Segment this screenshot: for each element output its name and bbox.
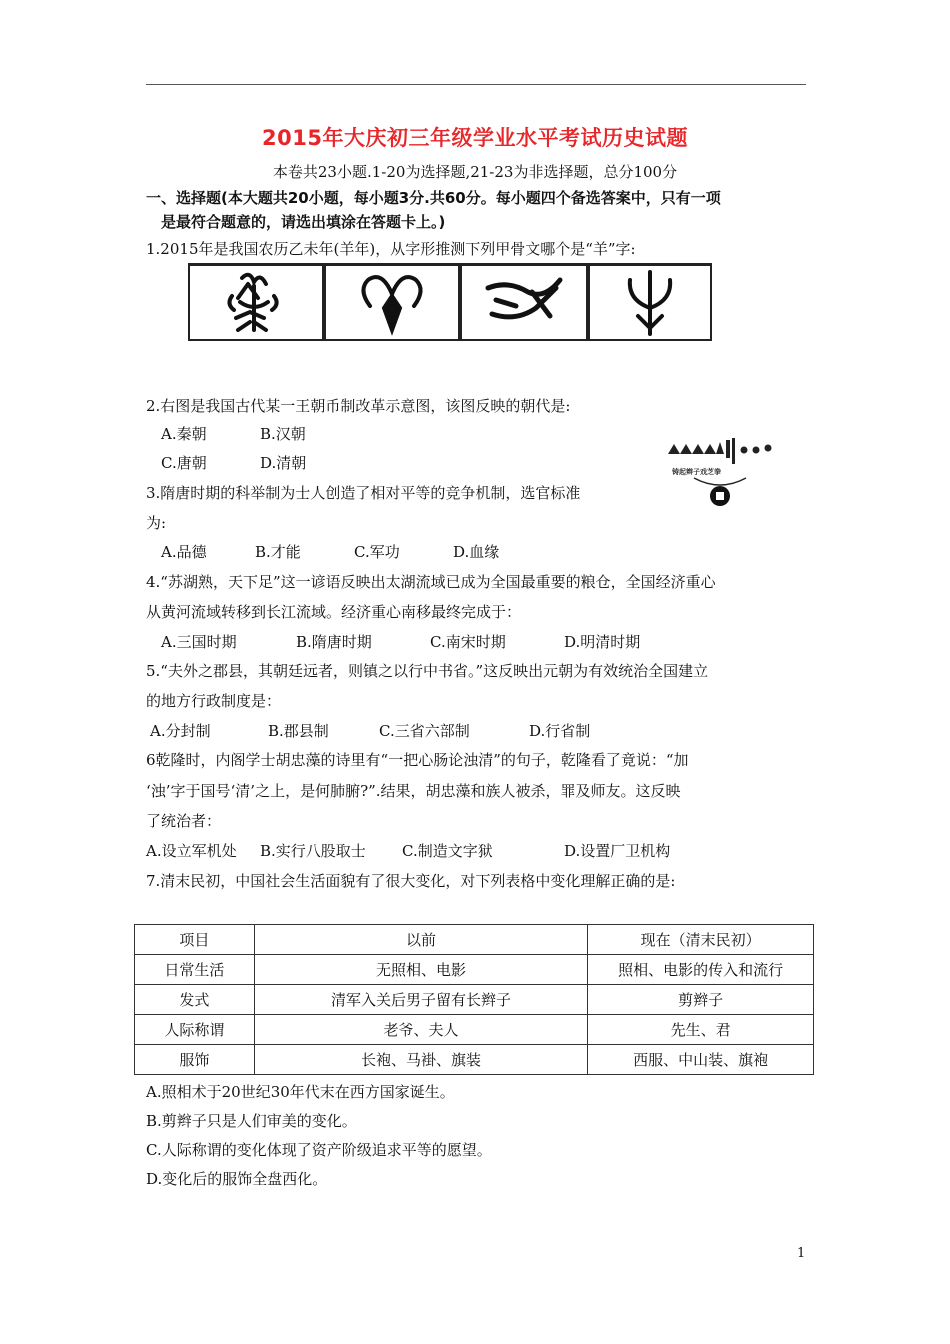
table-cell: 日常生活 [135,955,255,985]
q6-option-d: D.设置厂卫机构 [564,842,671,860]
q4-stem-line1: 4.“苏湖熟，天下足”这一谚语反映出太湖流域已成为全国最重要的粮仓，全国经济重心 [146,573,716,591]
q6-option-a: A.设立军机处 [146,842,237,860]
q5-option-c: C.三省六部制 [379,722,470,740]
q1-oracle-glyph-strip [188,263,712,343]
table-cell: 老爷、夫人 [254,1015,587,1045]
section1-heading-line1: 一、选择题(本大题共20小题，每小题3分.共60分。每小题四个备选答案中，只有一项 [146,189,721,207]
section1-heading-line2: 是最符合题意的，请选出填涂在答题卡上。) [161,213,446,231]
table-cell: 先生、君 [588,1015,814,1045]
table-row [135,985,814,1015]
q2-option-b: B.汉朝 [260,425,306,443]
q7-option-d: D.变化后的服饰全盘西化。 [146,1170,328,1188]
q5-option-d: D.行省制 [529,722,591,740]
q4-option-c: C.南宋时期 [430,633,506,651]
q5-option-b: B.郡县制 [268,722,329,740]
q2-option-c: C.唐朝 [161,454,207,472]
q4-option-d: D.明清时期 [564,633,641,651]
q3-option-b: B.才能 [255,543,301,561]
table-cell: 无照相、电影 [254,955,587,985]
coin-reform-figure-icon [664,434,782,520]
q7-comparison-table [134,924,814,1075]
q6-option-c: C.制造文字狱 [402,842,493,860]
page-title: 2015年大庆初三年级学业水平考试历史试题 [262,126,688,150]
table-cell: 西服、中山装、旗袍 [588,1045,814,1075]
table-header-cell: 现在（清末民初） [588,925,814,955]
q7-option-c: C.人际称谓的变化体现了资产阶级追求平等的愿望。 [146,1141,492,1159]
q7-option-b: B.剪辫子只是人们审美的变化。 [146,1112,357,1130]
table-cell: 清军入关后男子留有长辫子 [254,985,587,1015]
table-cell: 发式 [135,985,255,1015]
q3-stem-line1: 3.隋唐时期的科举制为士人创造了相对平等的竞争机制，选官标准 [146,484,581,502]
q3-stem-line2: 为: [146,514,167,532]
table-cell: 照相、电影的传入和流行 [588,955,814,985]
q4-option-a: A.三国时期 [161,633,237,651]
q6-option-b: B.实行八股取士 [260,842,366,860]
table-row [135,955,814,985]
subtitle: 本卷共23小题.1-20为选择题,21-23为非选择题，总分100分 [272,163,678,181]
oracle-glyph-c [460,263,588,341]
q6-stem-line1: 6乾隆时，内阁学士胡忠藻的诗里有“一把心肠论浊清”的句子，乾隆看了竟说：“加 [146,751,689,769]
table-cell: 人际称谓 [135,1015,255,1045]
coin-figure-caption: 铸起辫子戏芝拳 [672,468,721,476]
q3-option-c: C.军功 [354,543,400,561]
table-cell: 长袍、马褂、旗装 [254,1045,587,1075]
oracle-glyph-d [588,263,712,341]
q2-option-d: D.清朝 [260,454,307,472]
q5-option-a: A.分封制 [150,722,211,740]
q7-option-a: A.照相术于20世纪30年代末在西方国家诞生。 [146,1083,455,1101]
table-row [135,1015,814,1045]
q3-option-a: A.品德 [161,543,207,561]
q4-option-b: B.隋唐时期 [296,633,372,651]
table-row [135,1045,814,1075]
q2-stem: 2.右图是我国古代某一王朝币制改革示意图，该图反映的朝代是: [146,397,571,415]
oracle-glyph-b-icon [326,266,458,340]
q2-option-a: A.秦朝 [161,425,207,443]
q5-stem-line1: 5.“夫外之郡县，其朝廷远者，则镇之以行中书省。”这反映出元朝为有效统治全国建立 [146,662,709,680]
oracle-glyph-b [324,263,460,341]
table-cell: 服饰 [135,1045,255,1075]
oracle-glyph-a-icon [190,266,322,340]
oracle-glyph-a [188,263,324,341]
q5-stem-line2: 的地方行政制度是： [146,692,282,710]
q3-option-d: D.血缘 [453,543,500,561]
page-number: 1 [797,1246,806,1261]
oracle-glyph-d-icon [590,266,710,340]
q1-stem: 1.2015年是我国农历乙未年(羊年)，从字形推测下列甲骨文哪个是“羊”字: [146,240,636,258]
q7-stem: 7.清末民初，中国社会生活面貌有了很大变化，对下列表格中变化理解正确的是: [146,872,676,890]
q6-stem-line3: 了统治者： [146,812,222,830]
oracle-glyph-c-icon [462,266,586,340]
table-header-row [135,925,814,955]
table-header-cell: 项目 [135,925,255,955]
header-rule [146,84,806,85]
q2-coin-reform-figure [664,434,782,520]
q4-stem-line2: 从黄河流域转移到长江流域。经济重心南移最终完成于： [146,603,522,621]
table-cell: 剪辫子 [588,985,814,1015]
table-header-cell: 以前 [254,925,587,955]
q6-stem-line2: ‘浊’字于国号‘清’之上，是何肺腑?”.结果，胡忠藻和族人被杀，罪及师友。这反映 [146,782,681,800]
